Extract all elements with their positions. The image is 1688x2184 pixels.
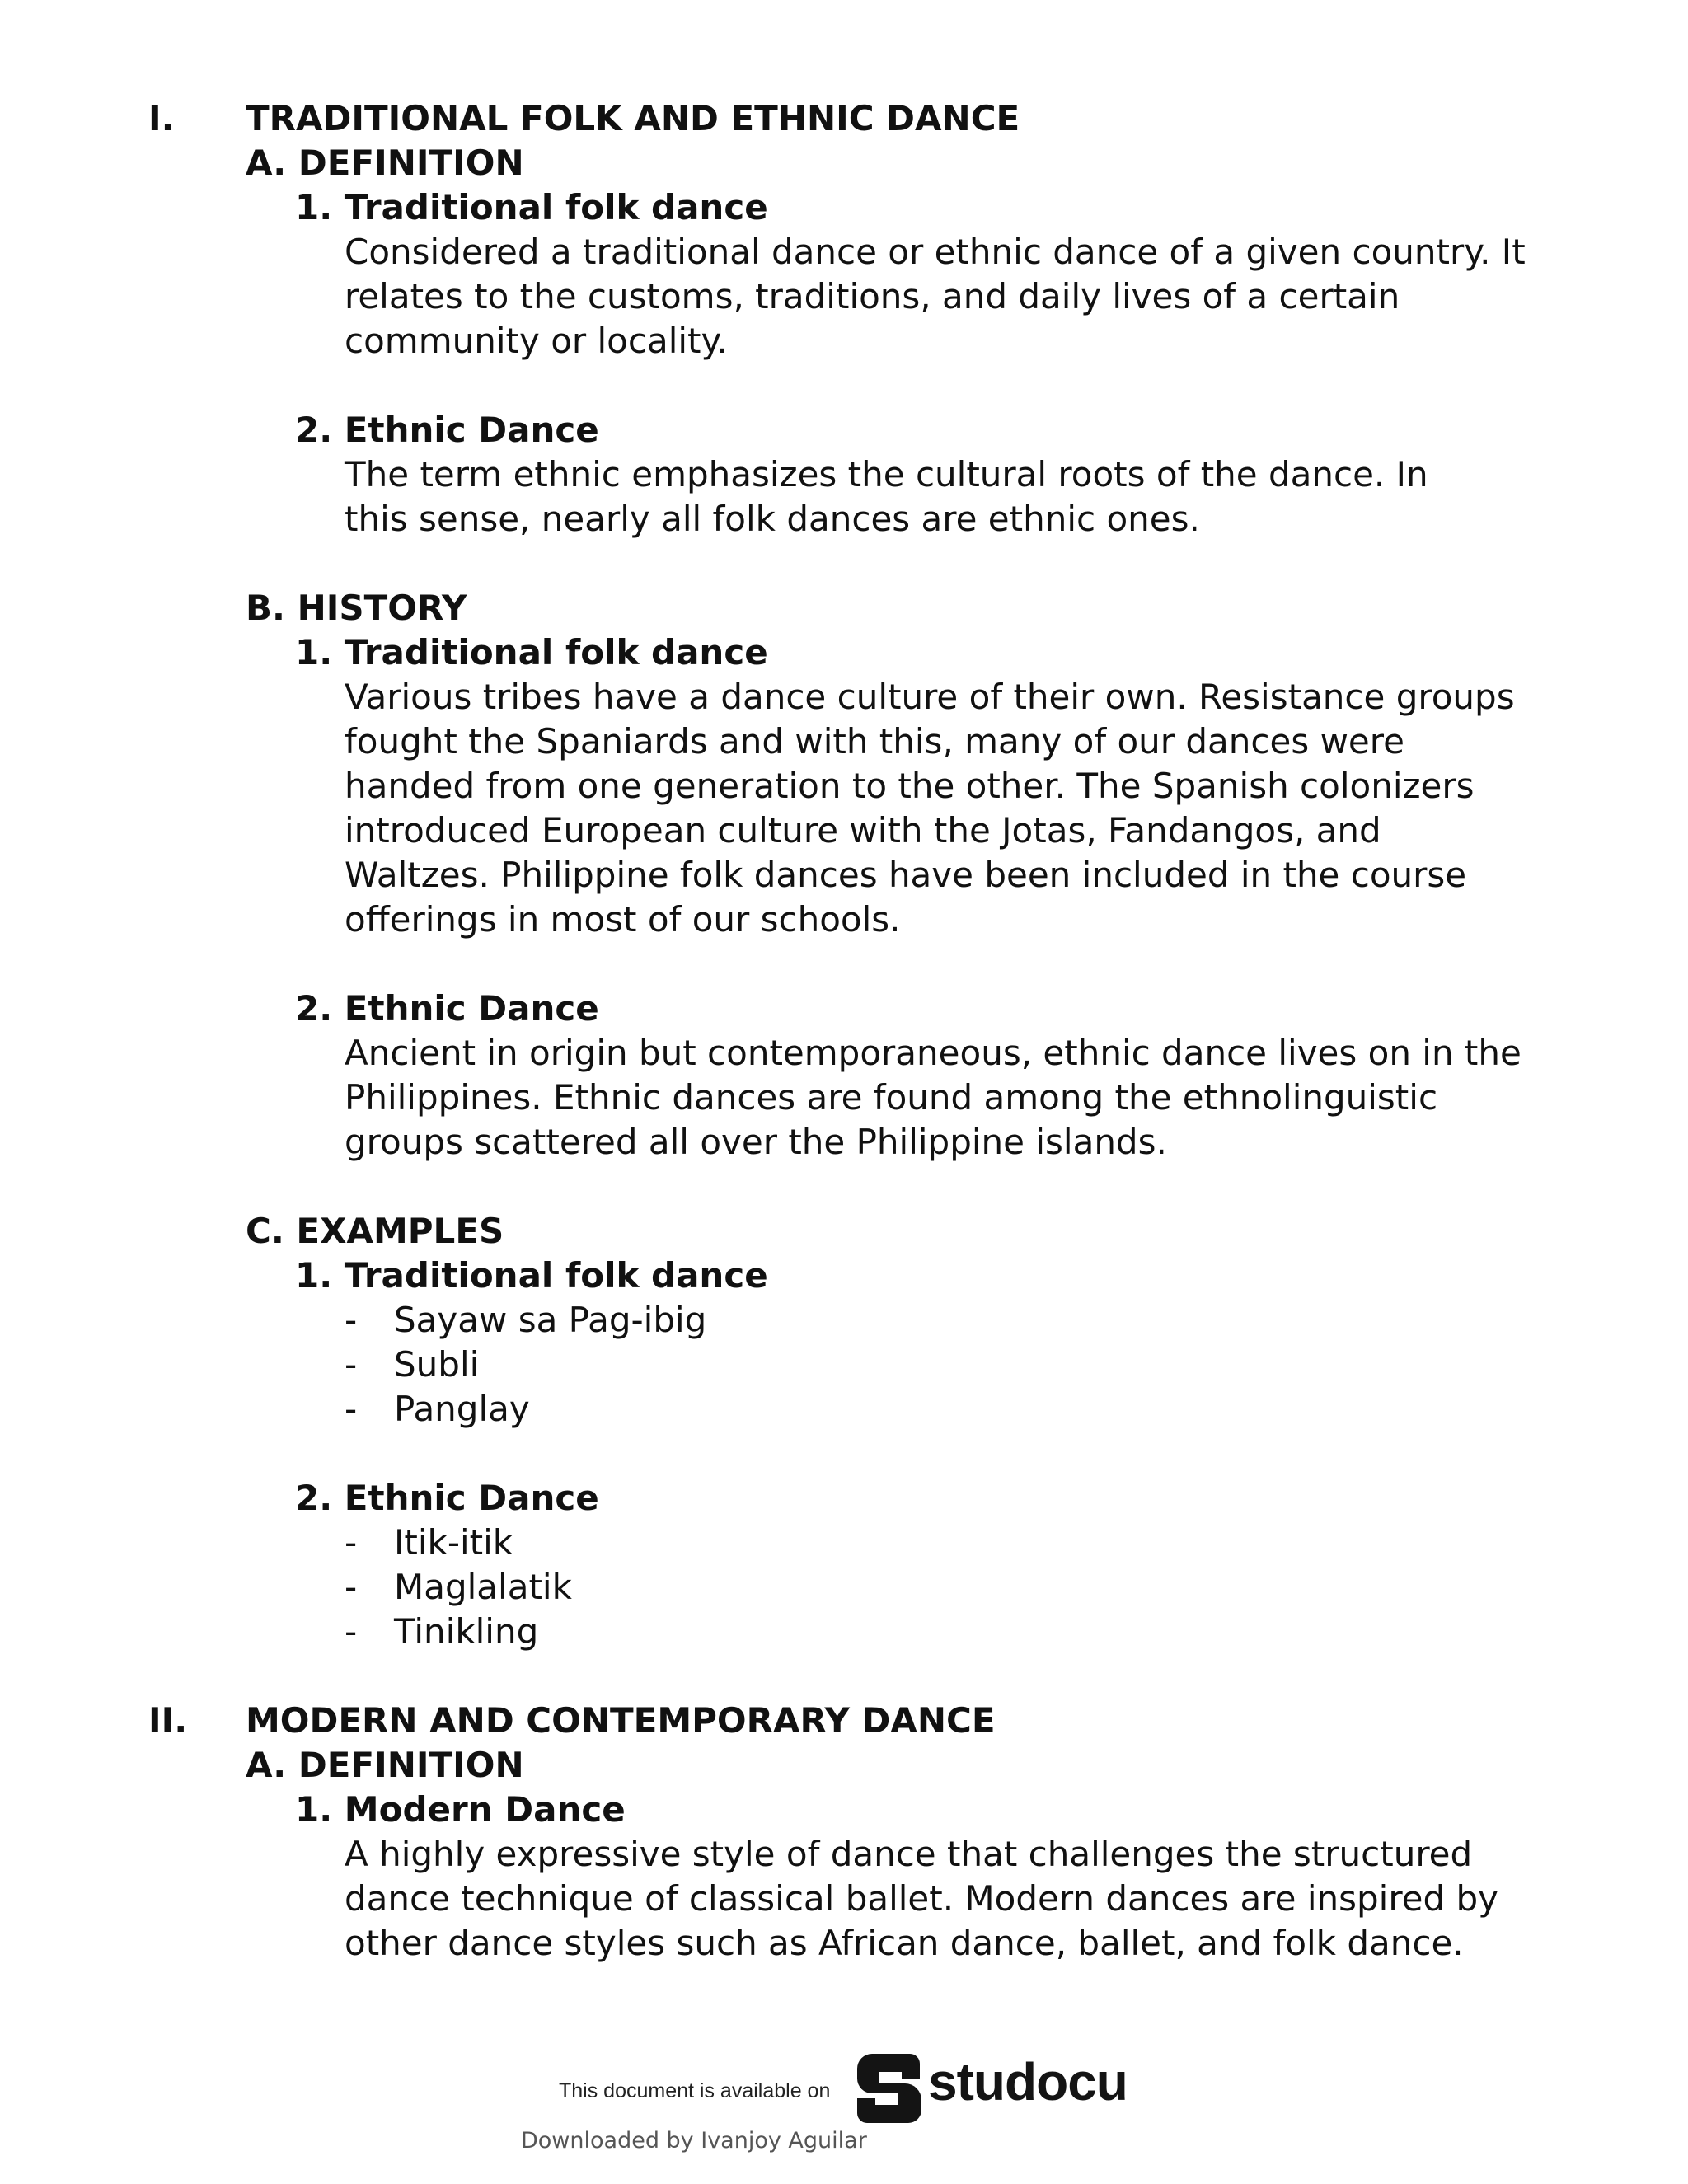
item-heading: 2. Ethnic Dance <box>295 410 599 450</box>
list-item: Panglay <box>394 1389 530 1429</box>
paragraph-line: A highly expressive style of dance that challenges the structured <box>345 1834 1473 1874</box>
paragraph-line: Considered a traditional dance or ethnic dance of a given country. It <box>345 232 1526 272</box>
item-heading: 1. Traditional folk dance <box>295 187 768 227</box>
paragraph-line: groups scattered all over the Philippine islands. <box>345 1122 1167 1162</box>
downloaded-by-note: Downloaded by Ivanjoy Aguilar <box>521 2128 867 2154</box>
bullet-dash: - <box>345 1611 358 1652</box>
paragraph-line: this sense, nearly all folk dances are ethnic ones. <box>345 499 1200 539</box>
subsection-heading: A. DEFINITION <box>246 1745 524 1785</box>
list-item: Subli <box>394 1344 480 1385</box>
paragraph-line: relates to the customs, traditions, and daily lives of a certain <box>345 276 1400 316</box>
paragraph-line: introduced European culture with the Jotas, Fandangos, and <box>345 810 1381 851</box>
section-title: TRADITIONAL FOLK AND ETHNIC DANCE <box>246 98 1020 138</box>
list-item: Maglalatik <box>394 1567 572 1607</box>
paragraph-line: community or locality. <box>345 321 728 361</box>
paragraph-line: dance technique of classical ballet. Modern dances are inspired by <box>345 1878 1499 1919</box>
item-heading: 2. Ethnic Dance <box>295 1478 599 1518</box>
bullet-dash: - <box>345 1567 358 1607</box>
item-heading: 1. Traditional folk dance <box>295 1255 768 1296</box>
paragraph-line: Ancient in origin but contemporaneous, ethnic dance lives on in the <box>345 1033 1522 1073</box>
paragraph-line: fought the Spaniards and with this, many of our dances were <box>345 721 1404 762</box>
paragraph-line: The term ethnic emphasizes the cultural roots of the dance. In <box>345 454 1428 494</box>
studocu-logo-icon <box>854 2050 923 2126</box>
subsection-heading: B. HISTORY <box>246 588 467 628</box>
item-heading: 1. Modern Dance <box>295 1789 626 1830</box>
paragraph-line: handed from one generation to the other. The Spanish colonizers <box>345 766 1475 806</box>
section-numeral: I. <box>148 98 175 138</box>
subsection-heading: C. EXAMPLES <box>246 1211 504 1251</box>
availability-note: This document is available on <box>559 2079 831 2102</box>
subsection-heading: A. DEFINITION <box>246 143 524 183</box>
bullet-dash: - <box>345 1389 358 1429</box>
list-item: Tinikling <box>394 1611 539 1652</box>
item-heading: 2. Ethnic Dance <box>295 988 599 1029</box>
list-item: Itik-itik <box>394 1522 513 1563</box>
paragraph-line: other dance styles such as African dance, ballet, and folk dance. <box>345 1923 1464 1963</box>
item-heading: 1. Traditional folk dance <box>295 632 768 673</box>
paragraph-line: Philippines. Ethnic dances are found among the ethnolinguistic <box>345 1077 1438 1118</box>
bullet-dash: - <box>345 1522 358 1563</box>
list-item: Sayaw sa Pag-ibig <box>394 1300 707 1340</box>
studocu-brand-link[interactable]: studocu <box>928 2052 1128 2111</box>
paragraph-line: Various tribes have a dance culture of their own. Resistance groups <box>345 677 1515 717</box>
section-numeral: II. <box>148 1700 188 1741</box>
section-title: MODERN AND CONTEMPORARY DANCE <box>246 1700 996 1741</box>
paragraph-line: offerings in most of our schools. <box>345 899 901 940</box>
bullet-dash: - <box>345 1300 358 1340</box>
bullet-dash: - <box>345 1344 358 1385</box>
paragraph-line: Waltzes. Philippine folk dances have been included in the course <box>345 855 1467 895</box>
